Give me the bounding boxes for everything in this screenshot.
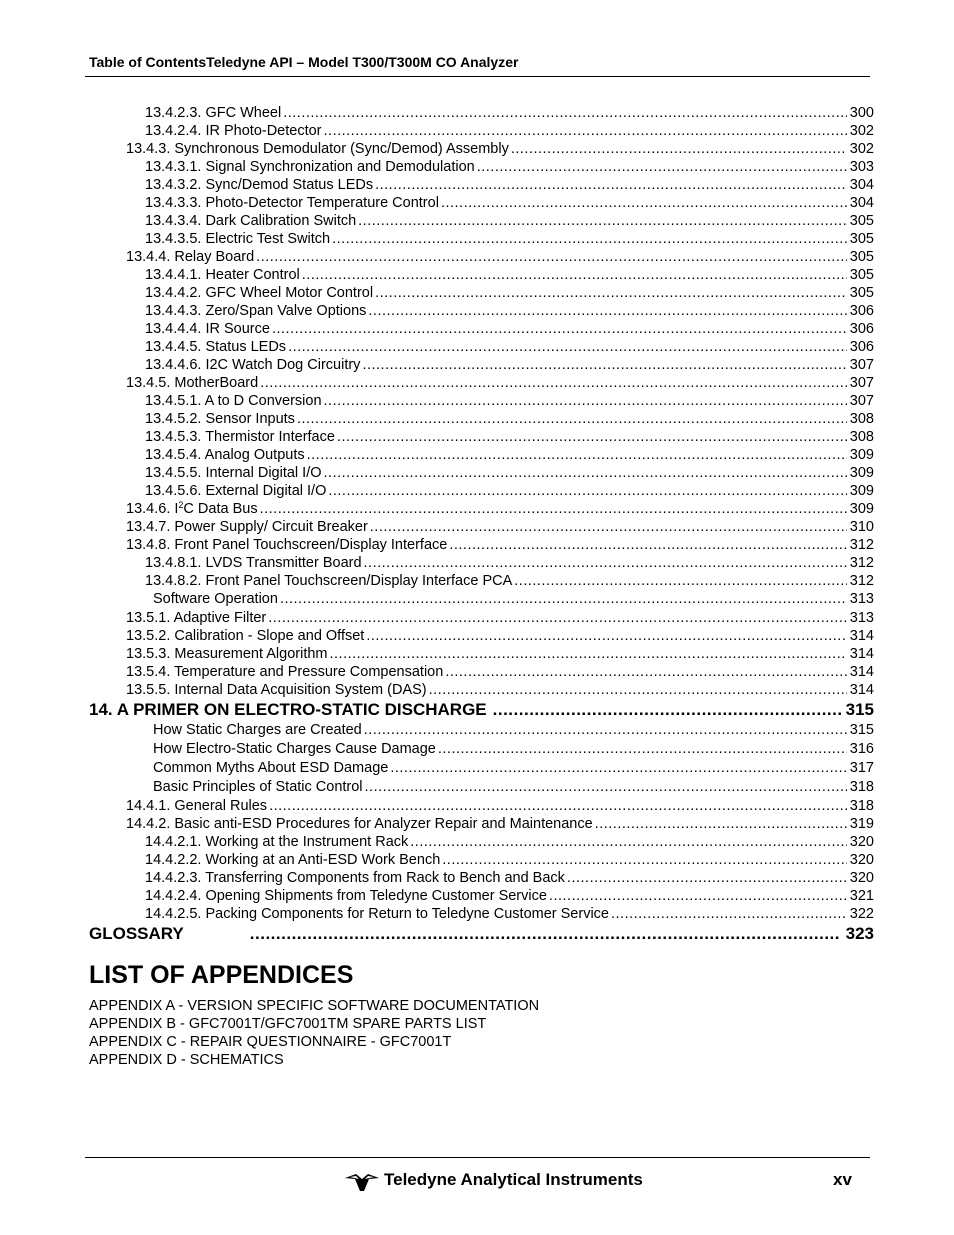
toc-entry-title: 13.4.8.2. Front Panel Touchscreen/Display Interface PCA — [145, 573, 513, 589]
toc-entry-title: 13.4.2.4. IR Photo-Detector — [145, 123, 322, 139]
toc-entry-title: 13.4.8. Front Panel Touchscreen/Display Interface — [126, 537, 448, 553]
toc-page-number: 306 — [849, 339, 874, 355]
toc-leader-dots — [567, 869, 847, 887]
toc-leader-dots — [324, 392, 847, 410]
toc-leader-dots — [366, 627, 847, 645]
toc-page-number: 309 — [849, 483, 874, 499]
toc-page-number: 302 — [849, 141, 874, 157]
toc-leader-dots — [429, 681, 847, 699]
toc-leader-dots — [445, 663, 847, 681]
toc-page-number: 314 — [849, 646, 874, 662]
toc-entry-title: 13.4.4.6. I2C Watch Dog Circuitry — [145, 357, 361, 373]
toc-leader-dots — [324, 464, 847, 482]
toc-page-number: 305 — [849, 285, 874, 301]
toc-entry[interactable] — [126, 681, 874, 699]
toc-leader-dots — [477, 158, 847, 176]
toc-entry-title: Software Operation — [153, 591, 278, 607]
toc-entry[interactable] — [145, 284, 874, 302]
toc-leader-dots — [297, 410, 847, 428]
toc-page-number: 309 — [849, 465, 874, 481]
toc-entry-title: 13.4.3.5. Electric Test Switch — [145, 231, 331, 247]
toc-page-number: 312 — [849, 573, 874, 589]
toc-page-number: 314 — [849, 628, 874, 644]
toc-entry[interactable] — [126, 645, 874, 663]
toc-entry-title: 14.4.1. General Rules — [126, 798, 268, 814]
toc-entry-title: Common Myths About ESD Damage — [153, 760, 389, 776]
toc-leader-dots — [362, 356, 847, 374]
toc-entry-title: 14.4.2.3. Transferring Components from Rack to Bench and Back — [145, 870, 565, 886]
toc-entry[interactable] — [126, 609, 874, 627]
toc-entry[interactable] — [145, 266, 874, 284]
toc-entry[interactable] — [145, 176, 874, 194]
toc-entry[interactable] — [145, 482, 874, 500]
toc-entry[interactable] — [145, 104, 874, 122]
toc-page-number: 305 — [849, 267, 874, 283]
toc-entry[interactable] — [126, 815, 874, 833]
toc-entry-title: 13.4.4.4. IR Source — [145, 321, 270, 337]
toc-page-number: 309 — [849, 501, 874, 517]
toc-entry[interactable] — [89, 699, 874, 721]
toc-entry-title: Basic Principles of Static Control — [153, 779, 363, 795]
toc-page-number: 314 — [849, 682, 874, 698]
toc-leader-dots — [449, 536, 847, 554]
toc-page-number: 320 — [849, 852, 874, 868]
toc-leader-dots — [493, 699, 841, 721]
toc-entry-title: 13.4.2.3. GFC Wheel — [145, 105, 282, 121]
toc-entry[interactable] — [153, 759, 874, 778]
toc-entry[interactable] — [126, 627, 874, 645]
toc-entry-title: 13.4.3.2. Sync/Demod Status LEDs — [145, 177, 374, 193]
toc-entry-title: 13.4.5.1. A to D Conversion — [145, 393, 322, 409]
toc-leader-dots — [260, 500, 847, 518]
appendices-list — [89, 997, 539, 1069]
toc-entry-title: 14.4.2.2. Working at an Anti-ESD Work Bench — [145, 852, 441, 868]
toc-entry-title: 14. A PRIMER ON ELECTRO-STATIC DISCHARGE — [89, 700, 487, 719]
toc-leader-dots — [595, 815, 847, 833]
toc-entry-title: 13.4.3.4. Dark Calibration Switch — [145, 213, 357, 229]
toc-entry[interactable] — [126, 536, 874, 554]
toc-entry-title: How Static Charges are Created — [153, 722, 362, 738]
appendix-item[interactable]: APPENDIX C - REPAIR QUESTIONNAIRE - GFC7001T — [89, 1034, 452, 1050]
toc-entry-title: 14.4.2.5. Packing Components for Return to Teledyne Customer Service — [145, 906, 609, 922]
toc-page-number: 307 — [849, 357, 874, 373]
toc-leader-dots — [370, 518, 847, 536]
toc-leader-dots — [307, 446, 847, 464]
toc-entry[interactable] — [126, 374, 874, 392]
toc-leader-dots — [332, 230, 847, 248]
toc-entry-title: 13.4.5.2. Sensor Inputs — [145, 411, 295, 427]
toc-leader-dots — [438, 740, 847, 759]
toc-leader-dots — [337, 428, 847, 446]
toc-page-number: 300 — [849, 105, 874, 121]
toc-leader-dots — [288, 338, 847, 356]
toc-entry-title: 13.4.7. Power Supply/ Circuit Breaker — [126, 519, 368, 535]
toc-entry-title: 13.4.5.5. Internal Digital I/O — [145, 465, 322, 481]
toc-page-number: 320 — [849, 870, 874, 886]
toc-entry[interactable] — [126, 500, 874, 518]
toc-entry-title: 13.5.1. Adaptive Filter — [126, 610, 267, 626]
toc-page-number: 306 — [849, 321, 874, 337]
toc-entry[interactable] — [145, 554, 874, 572]
toc-page-number: 322 — [849, 906, 874, 922]
toc-entry[interactable] — [145, 302, 874, 320]
toc-entry-title: 13.4.8.1. LVDS Transmitter Board — [145, 555, 362, 571]
toc-leader-dots — [611, 905, 847, 923]
toc-entry-title: 13.5.4. Temperature and Pressure Compensation — [126, 664, 444, 680]
appendices-title: LIST OF APPENDICES — [89, 961, 354, 989]
toc-entry[interactable] — [145, 833, 874, 851]
toc-entry-title: 14.4.2. Basic anti-ESD Procedures for Analyzer Repair and Maintenance — [126, 816, 593, 832]
header-rule — [85, 76, 870, 77]
toc-entry-title: 13.5.5. Internal Data Acquisition System (DAS) — [126, 682, 427, 698]
toc-page-number: 303 — [849, 159, 874, 175]
toc-page-number: 316 — [849, 741, 874, 757]
toc-leader-dots — [364, 554, 847, 572]
toc-page-number: 314 — [849, 664, 874, 680]
toc-entry-title: 13.4.5.3. Thermistor Interface — [145, 429, 335, 445]
toc-entry[interactable] — [145, 887, 874, 905]
toc-page-number: 304 — [849, 177, 874, 193]
toc-page-number: 315 — [845, 700, 874, 719]
toc-page-number: 307 — [849, 375, 874, 391]
teledyne-logo-icon — [344, 1170, 380, 1192]
toc-page-number: 321 — [849, 888, 874, 904]
toc-entry[interactable] — [145, 572, 874, 590]
toc-page-number: 313 — [849, 591, 874, 607]
toc-leader-dots — [375, 176, 847, 194]
toc-leader-dots — [410, 833, 847, 851]
toc-page-number: 315 — [849, 722, 874, 738]
toc-leader-dots — [390, 759, 847, 778]
toc-entry-title: 13.4.5.6. External Digital I/O — [145, 483, 327, 499]
toc-entry-title: 13.4.4.2. GFC Wheel Motor Control — [145, 285, 374, 301]
toc-entry-title: 13.4.6. $I^2C$ Data Bus — [126, 500, 258, 517]
appendix-item[interactable]: APPENDIX B - GFC7001T/GFC7001TM SPARE PARTS LIST — [89, 1016, 487, 1032]
toc-entry[interactable] — [153, 740, 874, 759]
toc-entry[interactable] — [145, 446, 874, 464]
toc-entry[interactable] — [145, 428, 874, 446]
toc-entry-title: 13.5.3. Measurement Algorithm — [126, 646, 328, 662]
toc-leader-dots — [514, 572, 847, 590]
toc-entry[interactable] — [126, 140, 874, 158]
toc-entry[interactable] — [145, 464, 874, 482]
toc-entry-title: 14.4.2.1. Working at the Instrument Rack — [145, 834, 409, 850]
toc-entry[interactable] — [126, 663, 874, 681]
toc-entry[interactable] — [145, 122, 874, 140]
toc-leader-dots — [250, 923, 841, 945]
toc-leader-dots — [368, 302, 847, 320]
toc-leader-dots — [511, 140, 847, 158]
toc-page-number: 308 — [849, 411, 874, 427]
appendix-item[interactable]: APPENDIX D - SCHEMATICS — [89, 1052, 284, 1068]
toc-entry-title: 13.4.4.5. Status LEDs — [145, 339, 287, 355]
footer-company: Teledyne Analytical Instruments — [384, 1170, 643, 1189]
toc-page-number: 313 — [849, 610, 874, 626]
toc-entry[interactable] — [153, 721, 874, 740]
toc-page-number: 306 — [849, 303, 874, 319]
toc-entry[interactable] — [145, 320, 874, 338]
toc-entry[interactable] — [145, 194, 874, 212]
toc-leader-dots — [268, 609, 847, 627]
toc-entry-title: 13.4.4.3. Zero/Span Valve Options — [145, 303, 367, 319]
toc-entry[interactable] — [145, 212, 874, 230]
toc-page-number: 307 — [849, 393, 874, 409]
footer-rule — [85, 1157, 870, 1158]
toc-leader-dots — [364, 721, 847, 740]
toc-entry[interactable] — [126, 248, 874, 266]
toc-leader-dots — [442, 851, 847, 869]
toc-page-number: 309 — [849, 447, 874, 463]
toc-leader-dots — [375, 284, 847, 302]
table-of-contents — [0, 104, 954, 945]
toc-page-number: 305 — [849, 249, 874, 265]
toc-leader-dots — [283, 104, 847, 122]
toc-page-number: 312 — [849, 537, 874, 553]
toc-entry[interactable] — [126, 797, 874, 815]
toc-entry[interactable] — [145, 905, 874, 923]
toc-entry[interactable] — [145, 392, 874, 410]
toc-leader-dots — [441, 194, 847, 212]
toc-page-number: 302 — [849, 123, 874, 139]
toc-page-number: 320 — [849, 834, 874, 850]
toc-entry-title: 13.4.3.1. Signal Synchronization and Demodulation — [145, 159, 475, 175]
toc-leader-dots — [302, 266, 847, 284]
toc-leader-dots — [269, 797, 847, 815]
toc-leader-dots — [260, 374, 847, 392]
toc-leader-dots — [256, 248, 847, 266]
toc-entry-title: 13.5.2. Calibration - Slope and Offset — [126, 628, 365, 644]
toc-leader-dots — [549, 887, 847, 905]
toc-page-number: 319 — [849, 816, 874, 832]
footer-page-number: xv — [833, 1170, 852, 1189]
toc-entry[interactable] — [145, 356, 874, 374]
toc-entry[interactable] — [126, 518, 874, 536]
toc-entry[interactable] — [153, 778, 874, 797]
toc-page-number: 304 — [849, 195, 874, 211]
toc-entry-title: 13.4.4.1. Heater Control — [145, 267, 300, 283]
toc-page-number: 318 — [849, 798, 874, 814]
toc-entry[interactable] — [89, 923, 874, 945]
toc-page-number: 318 — [849, 779, 874, 795]
toc-entry-title: How Electro-Static Charges Cause Damage — [153, 741, 436, 757]
toc-page-number: 305 — [849, 231, 874, 247]
page-header: Table of ContentsTeledyne API – Model T300/T300M CO Analyzer — [89, 54, 519, 70]
toc-leader-dots — [330, 645, 848, 663]
toc-page-number: 323 — [845, 924, 874, 943]
toc-page-number: 312 — [849, 555, 874, 571]
toc-entry-title: 13.4.5. MotherBoard — [126, 375, 259, 391]
toc-entry-title: 13.4.4. Relay Board — [126, 249, 255, 265]
toc-leader-dots — [328, 482, 847, 500]
toc-page-number: 317 — [849, 760, 874, 776]
toc-entry-title: 13.4.5.4. Analog Outputs — [145, 447, 305, 463]
toc-entry-title: GLOSSARY — [89, 924, 184, 943]
toc-entry[interactable] — [145, 851, 874, 869]
toc-entry-title: 14.4.2.4. Opening Shipments from Teledyne Customer Service — [145, 888, 547, 904]
toc-leader-dots — [358, 212, 847, 230]
toc-page-number: 308 — [849, 429, 874, 445]
toc-entry[interactable] — [145, 869, 874, 887]
toc-page-number: 310 — [849, 519, 874, 535]
toc-entry[interactable] — [145, 230, 874, 248]
toc-entry[interactable] — [145, 410, 874, 428]
toc-entry-title: 13.4.3. Synchronous Demodulator (Sync/Demod) Assembly — [126, 141, 509, 157]
appendix-item[interactable]: APPENDIX A - VERSION SPECIFIC SOFTWARE DOCUMENTATION — [89, 998, 540, 1014]
toc-entry[interactable] — [153, 590, 874, 609]
toc-leader-dots — [272, 320, 847, 338]
toc-leader-dots — [365, 778, 847, 797]
toc-leader-dots — [280, 590, 847, 609]
toc-entry[interactable] — [145, 338, 874, 356]
toc-entry-title: 13.4.3.3. Photo-Detector Temperature Control — [145, 195, 439, 211]
toc-page-number: 305 — [849, 213, 874, 229]
toc-leader-dots — [324, 122, 847, 140]
toc-entry[interactable] — [145, 158, 874, 176]
